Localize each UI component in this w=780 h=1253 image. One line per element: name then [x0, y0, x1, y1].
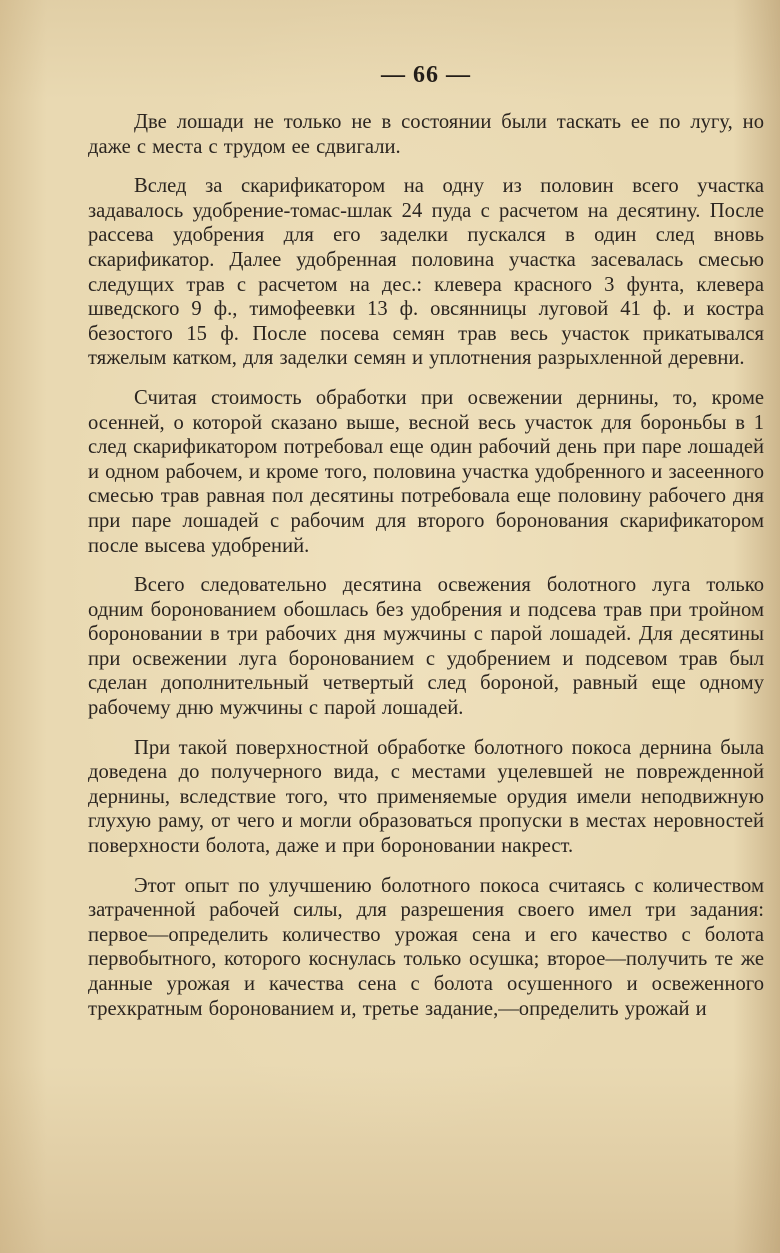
paragraph-6: Этот опыт по улучшению болотного покоса считаясь с количеством затраченной рабочей силы, для разрешения своего имел три задания: первое—определить количество урожая сена и его качество с болота первобытного, которого коснулась только осушка; второе—получить те же данные урожая и качества сена с болота осушенного и освеженного трехкратным боронованием и, третье задание,—определить урожай и [88, 874, 764, 1020]
paragraph-5: При такой поверхностной обработке болотного покоса дернина была доведена до получерного вида, с местами уцелевшей не поврежденной дернины, вследствие того, что применяемые орудия имели неподвижную глухую раму, от чего и могли образоваться пропуски в местах неровностей поверхности болота, даже и при бороновании накрест. [88, 736, 764, 858]
page-number: — 66 — [381, 62, 471, 88]
paragraph-1: Две лошади не только не в состоянии были таскать ее по лугу, но даже с места с трудом ее сдвигали. [88, 111, 764, 158]
paragraph-3: Считая стоимость обработки при освежении дернины, то, кроме осенней, о которой сказано выше, весной весь участок для бороньбы в 1 след скарификатором потребовал еще один рабочий день при паре лошадей и одном рабочем, и кроме того, половина участка удобренного и засеенного смесью трав равная пол десятины потребовала еще половину рабочего дня при паре лошадей с рабочим для второго боронования скарификатором после высева удобрений. [88, 386, 764, 557]
document-page [88, 60, 764, 1036]
paragraph-4: Всего следовательно десятина освежения болотного луга только одним боронованием обошлась без удобрения и подсева трав при тройном бороновании в три рабочих дня мужчины с парой лошадей. Для десятины при освежении луга боронованием с удобрением и подсевом трав был сделан дополнительный четвертый след бороной, равный еще одному рабочему дню мужчины с парой лошадей. [88, 574, 764, 720]
paragraph-2: Вслед за скарификатором на одну из половин всего участка задавалось удобрение-томас-шлак 24 пуда с расчетом на десятину. После рассева удобрения для его заделки пускался в один след вновь скарификатор. Далее удобренная половина участка засевалась смесью следущих трав с расчетом на дес.: клевера красного 3 фунта, клевера шведского 9 ф., тимофеевки 13 ф. овсянницы луговой 41 ф. и костра безостого 15 ф. После посева семян трав весь участок прикатывался тяжелым катком, для заделки семян и уплотнения разрыхленной деревни. [88, 175, 764, 370]
